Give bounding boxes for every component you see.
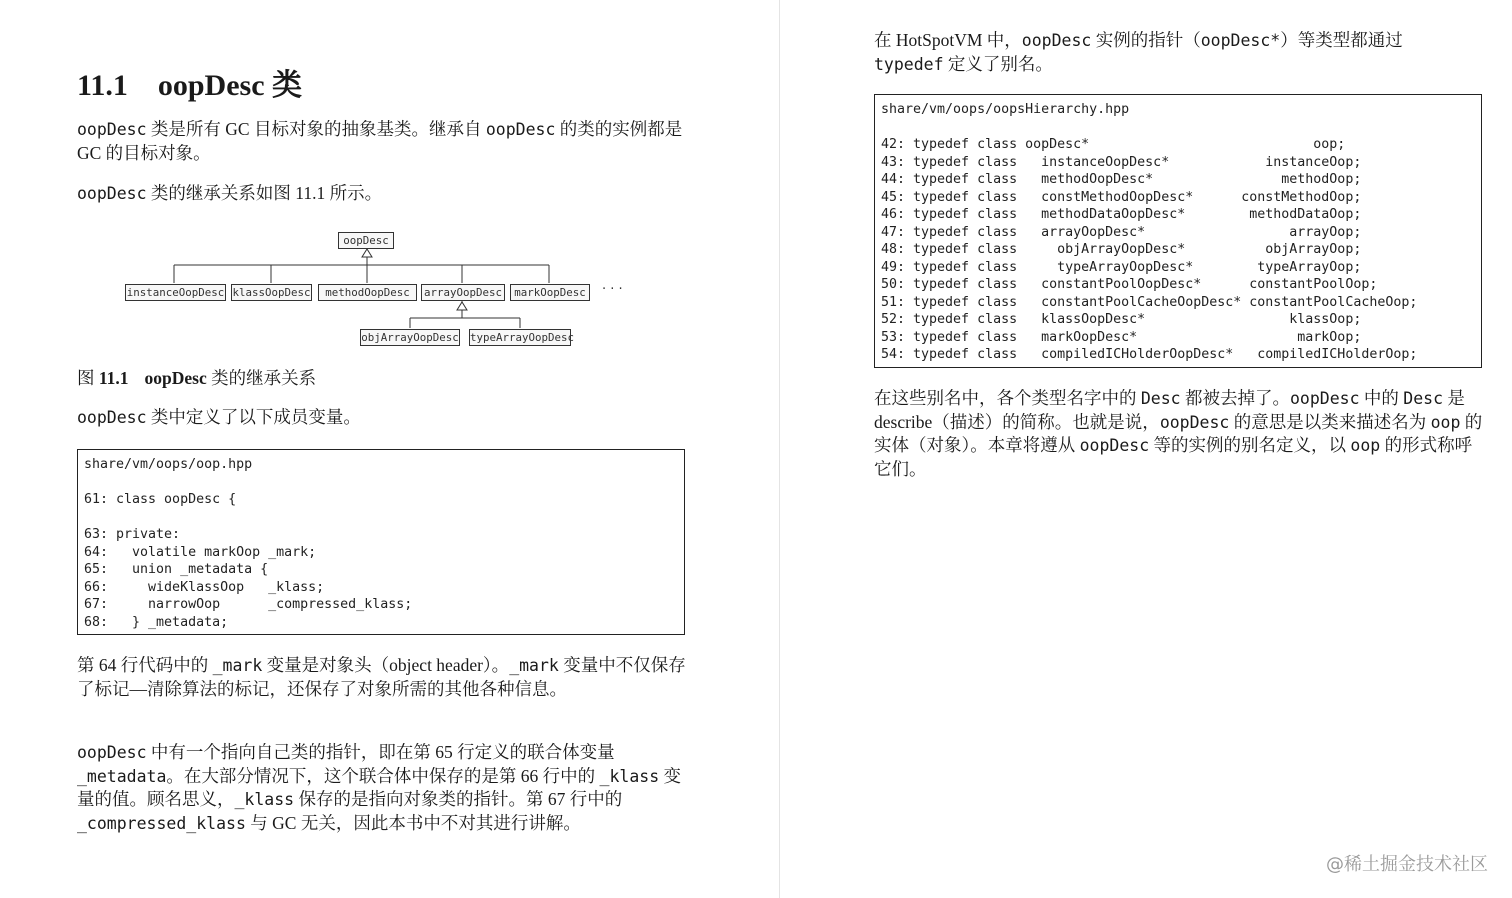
text-run: 中的 [1359,388,1404,408]
inline-code: oopDesc [77,743,147,762]
uml-box-child: instanceOopDesc [126,286,225,299]
paragraph-figure-ref [77,182,382,206]
inline-code: oopDesc [485,120,556,139]
code-line: 61: class oopDesc { [84,492,237,507]
code-line: 54: typedef class compiledICHolderOopDesc* compiledICHolderOop; [881,347,1418,362]
section-number: 11.1 [77,69,128,102]
code-line: 43: typedef class instanceOopDesc* instanceOop; [881,154,1362,170]
code-line: 45: typedef class constMethodOopDesc* constMethodOop; [881,189,1362,205]
inline-code: Desc [1140,389,1181,408]
code-block-oop-hpp [77,449,685,635]
inline-code: typedef [874,54,944,74]
caption-prefix: 图 [77,368,99,388]
figure-caption [77,365,316,390]
text-run: 的类的实例都是 GC 的目标对象。 [77,119,683,163]
text-run: 。在大部分情况下，这个联合体中保存的是第 66 行中的 [166,765,600,786]
caption-title-code: oopDesc [144,368,207,388]
text-run: 都被去掉了。 [1180,388,1290,408]
inline-code: _klass [234,790,295,809]
text-run: 的意思是以类来描述名为 [1229,411,1431,432]
code-line: 66: wideKlassOop _klass; [84,579,325,595]
page-divider [779,0,780,898]
code-line: 51: typedef class constantPoolCacheOopDesc* constantPoolCacheOop; [881,294,1418,310]
code-line: 47: typedef class arrayOopDesc* arrayOop; [881,224,1362,240]
inline-code: oop [1350,436,1381,455]
text-run: 在 HotSpotVM 中， [874,30,1022,50]
text-run: 实例的指针（ [1091,30,1201,50]
code-line: 46: typedef class methodDataOopDesc* methodDataOop; [881,207,1362,222]
paragraph-metadata [77,741,687,835]
text-run: 与 GC 无关，因此本书中不对其进行讲解。 [245,812,581,833]
inline-code: Desc [1403,389,1444,408]
text-run: 类中定义了以下成员变量。 [146,407,361,427]
code-block-oops-hierarchy [874,94,1482,368]
inline-code: _klass [599,766,660,786]
caption-title-rest: 类的继承关系 [206,368,317,388]
text-run: 类是所有 GC 目标对象的抽象基类。继承自 [146,119,486,139]
inline-code: _compressed_klass [77,813,246,833]
text-run: 定义了别名。 [943,53,1053,74]
code-line: 42: typedef class oopDesc* oop; [881,137,1346,152]
section-title: oopDesc 类 [157,69,303,102]
code-line: 49: typedef class typeArrayOopDesc* typeArrayOop; [881,259,1362,275]
inline-code: oopDesc [1290,389,1360,408]
caption-number: 11.1 [98,368,129,388]
text-run: 变量的值。顾名思义， [77,765,682,809]
code-line: 52: typedef class klassOopDesc* klassOop; [881,312,1362,327]
inline-code: _mark [509,656,559,675]
uml-box-child: methodOopDesc [318,284,417,301]
watermark: @稀土掘金技术社区 [1326,854,1488,875]
uml-box-grandchild: objArrayOopDesc [361,331,459,344]
paragraph-intro [77,118,687,164]
code-line: 64: volatile markOop _mark; [84,544,317,560]
uml-box-grandchild: typeArrayOopDesc [470,331,575,344]
inline-code: oopDesc [1021,31,1092,50]
uml-box-root: oopDesc [338,232,394,249]
code-line: share/vm/oops/oopsHierarchy.hpp [881,102,1130,117]
text-run: 在这些别名中，各个类型名字中的 [874,388,1141,408]
paragraph-desc-explanation [874,387,1484,480]
text-run: 变量是对象头（object header）。 [262,655,510,675]
uml-ellipsis: · · · [602,282,623,297]
uml-box-child: markOopDesc [510,284,590,301]
inline-code: oopDesc [1079,436,1150,455]
code-line: 63: private: [84,527,181,542]
uml-box-child: arrayOopDesc [421,284,505,301]
code-line: 68: } _metadata; [84,614,229,630]
text-run: 是 describe（描述）的简称。也就是说， [874,388,1465,432]
paragraph-mark [77,654,687,700]
text-run: 的实体（对象）。本章将遵从 [874,411,1483,455]
text-run: 第 64 行代码中的 [77,655,213,675]
inline-code: oopDesc [1159,412,1230,432]
text-run: 保存的是指向对象类的指针。第 67 行中的 [294,789,623,809]
inline-code: oopDesc [77,408,147,427]
code-line: share/vm/oops/oop.hpp [84,457,253,472]
text-run: 类的继承关系如图 11.1 所示。 [146,183,383,203]
paragraph-typedef [874,29,1474,76]
inline-code: _metadata [77,766,167,786]
uml-box-child: klassOopDesc [232,286,311,299]
inline-code: _mark [212,656,263,675]
text-run: ）等类型都通过 [1280,30,1403,50]
code-line: 53: typedef class markOopDesc* markOop; [881,329,1362,345]
code-line: 65: union _metadata { [84,562,269,577]
code-line: 67: narrowOop _compressed_klass; [84,597,413,612]
text-run: 的形式称呼它们。 [874,435,1473,479]
inheritance-figure [124,224,644,349]
code-line: 44: typedef class methodOopDesc* methodOop; [881,172,1362,187]
text-run: 中有一个指向自己类的指针，即在第 65 行定义的联合体变量 [146,742,615,762]
inline-code: oopDesc [77,184,147,203]
text-run: 等的实例的别名定义，以 [1149,435,1351,455]
code-line: 50: typedef class constantPoolOopDesc* constantPoolOop; [881,277,1378,292]
inline-code: oopDesc* [1200,31,1281,50]
section-heading [77,60,302,104]
inline-code: oop [1430,412,1461,432]
text-run: 变量中不仅保存了标记—清除算法的标记，还保存了对象所需的其他各种信息。 [77,655,686,699]
paragraph-members [77,406,361,430]
inline-code: oopDesc [77,120,147,139]
code-line: 48: typedef class objArrayOopDesc* objArrayOop; [881,242,1362,257]
